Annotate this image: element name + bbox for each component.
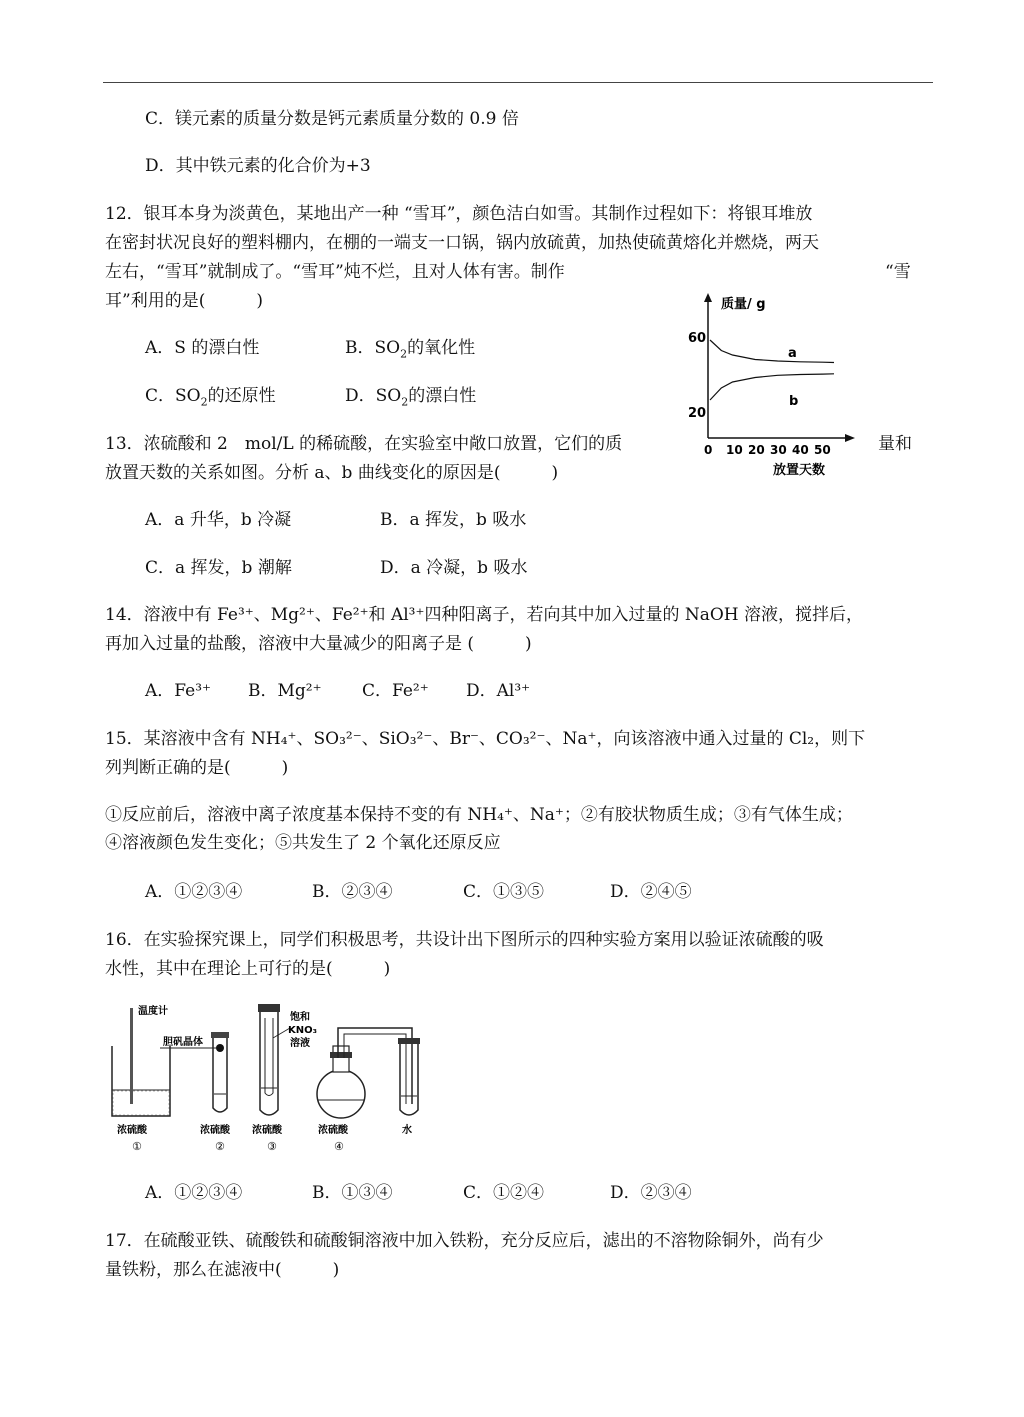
q15-option-a: A．①②③④ (145, 882, 243, 902)
apparatus-num-1: ① (132, 1140, 142, 1153)
x-tick-40: 40 (792, 443, 809, 457)
q11-option-d: D．其中铁元素的化合价为+3 (145, 156, 371, 176)
q14-option-d: D．Al³⁺ (466, 681, 531, 701)
x-tick-10: 10 (726, 443, 743, 457)
x-tick-30: 30 (770, 443, 787, 457)
q17-line-2: 量铁粉，那么在滤液中( ) (105, 1260, 340, 1280)
apparatus-3-nested-tubes (258, 1004, 317, 1115)
apparatus-num-2: ② (215, 1140, 225, 1153)
apparatus-2-label: 浓硫酸 (200, 1125, 230, 1136)
q12-line-4: 耳”利用的是( ) (105, 291, 263, 311)
q15-statement-1: ①反应前后，溶液中离子浓度基本保持不变的有 NH₄⁺、Na⁺；②有胶状物质生成；③有气体生成； (105, 805, 853, 825)
header-rule (103, 82, 933, 83)
q16-option-b: B．①③④ (312, 1183, 393, 1203)
q16-line-2: 水性，其中在理论上可行的是( ) (105, 959, 391, 979)
q16-line-1: 16．在实验探究课上，同学们积极思考，共设计出下图所示的四种实验方案用以验证浓硫酸的吸 (105, 930, 824, 950)
x-tick-labels (704, 443, 831, 457)
y-tick-20: 20 (688, 406, 707, 421)
q14-option-c: C．Fe²⁺ (362, 681, 429, 701)
series-b-line (710, 374, 834, 400)
thermometer-label: 温度计 (138, 1006, 168, 1017)
apparatus-1-label: 浓硫酸 (117, 1125, 147, 1136)
q15-line-2: 列判断正确的是( ) (105, 758, 289, 778)
q12-line-3-end: “雪 (885, 262, 911, 282)
x-axis-label: 放置天数 (773, 463, 826, 478)
q16-option-c: C．①②④ (463, 1183, 545, 1203)
thermometer (130, 1008, 133, 1104)
q14-option-a: A．Fe³⁺ (145, 681, 211, 701)
water-label: 水 (402, 1125, 412, 1136)
q14-line-1: 14．溶液中有 Fe³⁺、Mg²⁺、Fe²⁺和 Al³⁺四种阳离子，若向其中加入过量的 NaOH 溶液，搅拌后， (105, 605, 864, 625)
q15-line-1: 15．某溶液中含有 NH₄⁺、SO₃²⁻、SiO₃²⁻、Br⁻、CO₃²⁻、Na⁺，向该溶液中通入过量的 Cl₂，则下 (105, 729, 866, 749)
saturated-label-3: 溶液 (290, 1038, 310, 1049)
apparatus-3-label: 浓硫酸 (252, 1125, 282, 1136)
q13-option-a: A．a 升华，b 冷凝 (145, 510, 292, 530)
q12-option-d: D．$SO_2$的漂白性 (345, 386, 477, 409)
q16-option-a: A．①②③④ (145, 1183, 243, 1203)
q13-line-1: 13．浓硫酸和 2 mol/L 的稀硫酸，在实验室中敞口放置，它们的质 (105, 434, 623, 454)
q13-line-2: 放置天数的关系如图。分析 a、b 曲线变化的原因是( ) (105, 463, 559, 483)
q13-option-c: C．a 挥发，b 潮解 (145, 558, 292, 578)
q15-option-c: C．①③⑤ (463, 882, 545, 902)
q16-option-d: D．②③④ (610, 1183, 692, 1203)
x-axis-arrow (845, 434, 855, 442)
q12-option-a: A．S 的漂白性 (145, 338, 260, 358)
series-b-label: b (789, 394, 799, 409)
q15-option-b: B．②③④ (312, 882, 393, 902)
y-axis-label: 质量/ g (721, 297, 766, 312)
crystal-label: 胆矾晶体 (163, 1037, 203, 1048)
q13-option-d: D．a 冷凝，b 吸水 (380, 558, 528, 578)
x-tick-20: 20 (748, 443, 765, 457)
apparatus-num-4: ④ (334, 1140, 344, 1153)
q14-option-b: B．Mg²⁺ (248, 681, 322, 701)
apparatus-4-flask (317, 1028, 420, 1118)
q12-line-1: 12．银耳本身为淡黄色，某地出产一种 “雪耳”，颜色洁白如雪。其制作过程如下：将银耳堆放 (105, 204, 813, 224)
q17-line-1: 17．在硫酸亚铁、硫酸铁和硫酸铜溶液中加入铁粉，充分反应后，滤出的不溶物除铜外，尚有少 (105, 1231, 824, 1251)
q12-line-2: 在密封状况良好的塑料棚内，在棚的一端支一口锅，锅内放硫黄，加热使硫黄熔化并燃烧，两天 (105, 233, 819, 253)
crystal-dot (216, 1044, 224, 1052)
q12-option-b: B．$SO_2$的氧化性 (345, 338, 476, 361)
saturated-label-2: KNO₃ (288, 1025, 317, 1036)
apparatus-figure (100, 998, 440, 1158)
y-tick-60: 60 (688, 331, 707, 346)
series-a-label: a (788, 346, 797, 361)
apparatus-num-3: ③ (267, 1140, 277, 1153)
y-axis-arrow (704, 293, 712, 302)
apparatus-1-beaker (112, 1004, 170, 1116)
q15-option-d: D．②④⑤ (610, 882, 692, 902)
q13-option-b: B．a 挥发，b 吸水 (380, 510, 527, 530)
series-a-line (710, 340, 834, 363)
q14-line-2: 再加入过量的盐酸，溶液中大量减少的阳离子是 ( ) (105, 634, 532, 654)
x-tick-0: 0 (704, 443, 713, 457)
x-tick-50: 50 (814, 443, 831, 457)
q11-option-c: C．镁元素的质量分数是钙元素质量分数的 0.9 倍 (145, 109, 519, 129)
saturated-label-1: 饱和 (290, 1012, 310, 1023)
q12-line-3: 左右，“雪耳”就制成了。“雪耳”炖不烂，且对人体有害。制作 (105, 262, 565, 282)
apparatus-4-label: 浓硫酸 (318, 1125, 348, 1136)
mass-days-chart (685, 290, 875, 490)
q12-option-c: C．$SO_2$的还原性 (145, 386, 276, 409)
q13-line-1-end: 量和 (878, 434, 912, 454)
q15-statement-2: ④溶液颜色发生变化；⑤共发生了 2 个氧化还原反应 (105, 833, 501, 853)
